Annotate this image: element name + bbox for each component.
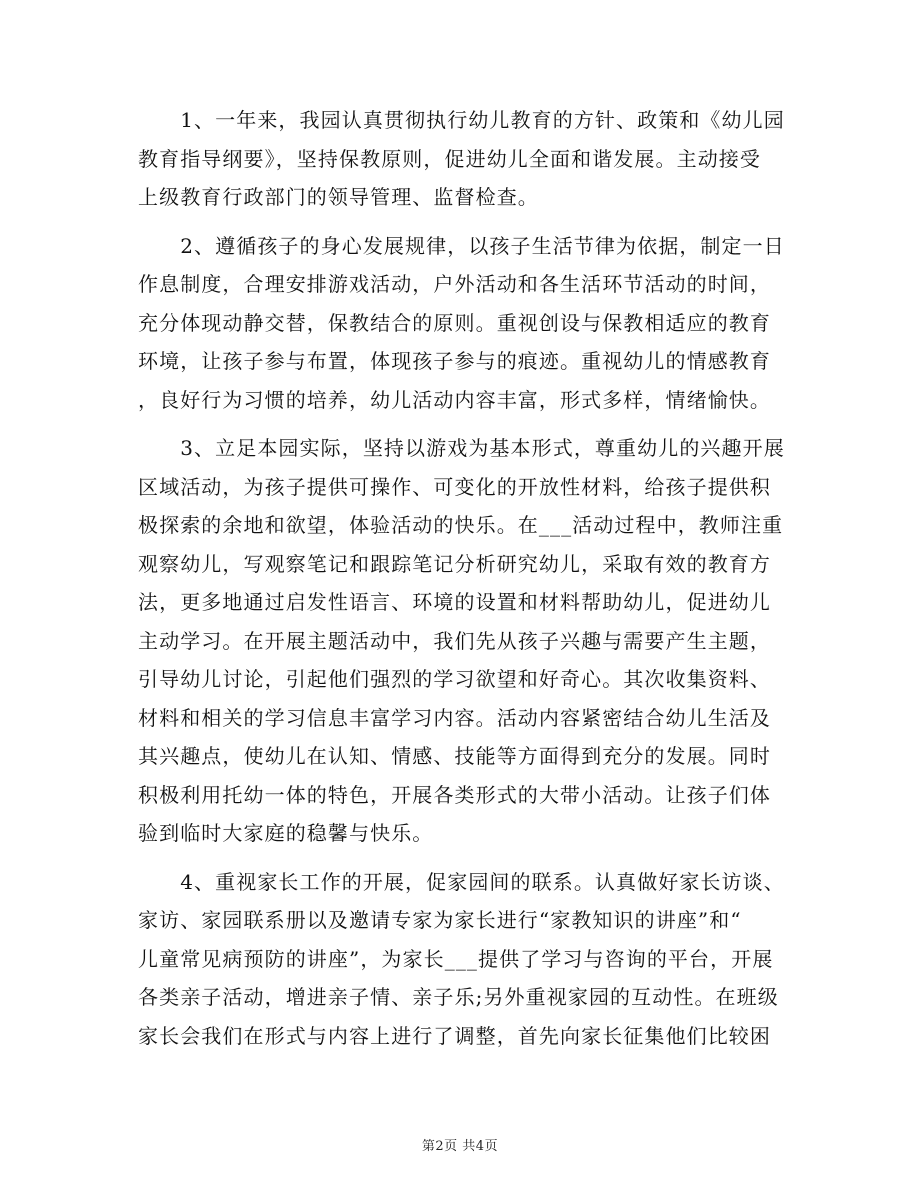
text-line: 观察幼儿，写观察笔记和跟踪笔记分析研究幼儿，采取有效的教育方 — [138, 551, 771, 576]
text-line: 儿童常见病预防的讲座”，为家长___提供了学习与咨询的平台，开展 — [138, 946, 774, 971]
text-line: 引导幼儿讨论，引起他们强烈的学习欲望和好奇心。其次收集资料、 — [138, 667, 771, 691]
text-line: 家长会我们在形式与内容上进行了调整，首先向家长征集他们比较困 — [138, 1023, 771, 1048]
text-line: 上级教育行政部门的领导管理、监督检查。 — [138, 185, 539, 209]
paragraph-1 — [138, 101, 784, 217]
page-number-footer: 第2页 共4页 — [421, 1139, 499, 1154]
text-line: 作息制度，合理安排游戏活动，户外活动和各生活环节活动的时间， — [138, 272, 771, 296]
text-line: 家访、家园联系册以及邀请专家为家长进行“家教知识的讲座”和“ — [138, 908, 742, 932]
text-line: ，良好行为习惯的培养，幼儿活动内容丰富，形式多样，情绪愉快。 — [138, 387, 771, 412]
document-body — [138, 101, 784, 1065]
text-line: 教育指导纲要》，坚持保教原则，促进幼儿全面和谐发展。主动接受 — [138, 146, 761, 171]
paragraph-2 — [138, 227, 784, 420]
text-line: 主动学习。在开展主题活动中，我们先从孩子兴趣与需要产生主题， — [138, 628, 771, 653]
text-line: 4、重视家长工作的开展，促家园间的联系。认真做好家长访谈、 — [138, 869, 785, 894]
text-line: 各类亲子活动，增进亲子情、亲子乐;另外重视家园的互动性。在班级 — [138, 985, 779, 1009]
text-line: 区域活动，为孩子提供可操作、可变化的开放性材料，给孩子提供积 — [138, 474, 771, 499]
text-line: 材料和相关的学习信息丰富学习内容。活动内容紧密结合幼儿生活及 — [138, 705, 771, 730]
text-line: 积极利用托幼一体的特色，开展各类形式的大带小活动。让孩子们体 — [138, 782, 771, 807]
text-line: 极探索的余地和欲望，体验活动的快乐。在___活动过程中，教师注重 — [138, 513, 784, 537]
text-line: 其兴趣点，使幼儿在认知、情感、技能等方面得到充分的发展。同时 — [138, 744, 771, 768]
paragraph-3 — [138, 429, 784, 853]
text-line: 3、立足本园实际，坚持以游戏为基本形式，尊重幼儿的兴趣开展 — [138, 436, 785, 460]
text-line: 环境，让孩子参与布置，体现孩子参与的痕迹。重视幼儿的情感教育 — [138, 349, 771, 373]
text-line: 2、遵循孩子的身心发展规律，以孩子生活节律为依据，制定一日 — [138, 233, 785, 258]
text-line: 验到临时大家庭的稳馨与快乐。 — [138, 821, 434, 845]
text-line: 法，更多地通过启发性语言、环境的设置和材料帮助幼儿，促进幼儿 — [138, 590, 771, 614]
text-line: 充分体现动静交替，保教结合的原则。重视创设与保教相适应的教育 — [138, 310, 771, 335]
paragraph-4 — [138, 863, 784, 1056]
text-line: 1、一年来，我园认真贯彻执行幼儿教育的方针、政策和《幼儿园 — [138, 108, 785, 132]
